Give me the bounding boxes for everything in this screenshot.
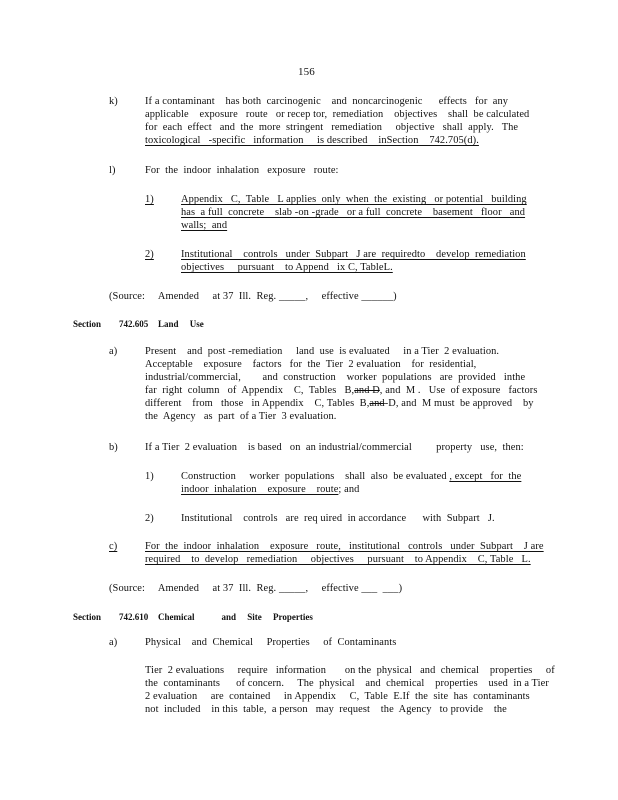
source-effective: , effective [305, 583, 359, 594]
paragraph-line: not included in this table, a person may request the Agency to provide the [145, 704, 507, 715]
item-a-heading: Physical and Chemical Properties of Contaminants [145, 637, 397, 648]
item-c-line: required to develop remediation objectives pursuant to Appendix C, Table L. [145, 554, 531, 565]
item-b1-text: ; and [338, 484, 360, 495]
item-k-line: for each effect and the more stringent remediation objective shall apply. The [145, 122, 519, 133]
deleted-text: and D [354, 385, 380, 396]
item-l-text: For the indoor inhalation exposure route: [145, 165, 339, 176]
item-b1-marker: 1) [145, 471, 154, 482]
effective-blank: ___ ___ [361, 583, 399, 594]
item-a-line-text: far right column of Appendix C, Tables B, [145, 385, 355, 396]
item-k-marker: k) [109, 96, 118, 107]
item-b1-line [181, 483, 359, 496]
paragraph-line: Tier 2 evaluations require information on the physical and chemical properties of [145, 665, 555, 676]
source-note [109, 290, 397, 303]
source-effective: , effective [305, 291, 359, 302]
section-title: Chemical and Site Properties [158, 612, 313, 622]
item-l1-line: has a full concrete slab -on -grade or a full concrete basement floor and [181, 207, 526, 218]
item-b1-text: Construction worker populations shall also be evaluated [181, 471, 447, 482]
item-a-line: Present and post -remediation land use is evaluated in a Tier 2 evaluation. [145, 346, 500, 357]
register-blank: _____ [278, 583, 306, 594]
item-a-line [145, 384, 538, 397]
item-k-line: applicable exposure route or recep tor, remediation objectives shall be calculated [145, 109, 530, 120]
item-a-line-text: different from those in Appendix C, Tables B, [145, 398, 370, 409]
source-note [109, 582, 402, 595]
item-l2-line: objectives pursuant to Append ix C, TableL. [181, 262, 393, 273]
section-number: Section 742.610 [73, 612, 149, 622]
item-a-marker: a) [109, 637, 118, 648]
item-a-line [145, 397, 534, 410]
effective-blank: ______ [361, 291, 394, 302]
item-b2-text: Institutional controls are req uired in accordance with Subpart J. [181, 513, 495, 524]
item-l1-line: walls; and [181, 220, 228, 231]
item-a-line-text: -D, and M must be approved by [384, 398, 534, 409]
source-text: (Source: Amended at 37 Ill. Reg. [109, 583, 277, 594]
item-a-line-text: , and M . Use of exposure factors [379, 385, 538, 396]
paragraph-line: 2 evaluation are contained in Appendix C, Table E.If the site has contaminants [145, 691, 530, 702]
item-a-line: the Agency as part of a Tier 3 evaluation. [145, 411, 337, 422]
item-a-marker: a) [109, 346, 118, 357]
deleted-text: and [369, 398, 385, 409]
item-l2-line: Institutional controls under Subpart J are requiredto develop remediation [181, 249, 526, 260]
inserted-text: indoor inhalation exposure route [181, 484, 339, 495]
item-b-marker: b) [109, 442, 118, 453]
item-l-marker: l) [109, 165, 116, 176]
item-b2-marker: 2) [145, 513, 154, 524]
item-l2-marker: 2) [145, 249, 154, 260]
source-text: (Source: Amended at 37 Ill. Reg. [109, 291, 277, 302]
item-b-text: If a Tier 2 evaluation is based on an industrial/commercial property use, then: [145, 442, 524, 453]
source-close: ) [398, 583, 403, 594]
page-number: 156 [298, 66, 315, 78]
paragraph-line: the contaminants of concern. The physical and chemical properties used in a Tier [145, 678, 549, 689]
item-c-marker: c) [109, 541, 118, 552]
register-blank: _____ [278, 291, 306, 302]
item-k-line: If a contaminant has both carcinogenic and noncarcinogenic effects for any [145, 96, 509, 107]
item-c-line: For the indoor inhalation exposure route, institutional controls under Subpart J are [145, 541, 544, 552]
section-number: Section 742.605 [73, 319, 149, 329]
source-close: ) [393, 291, 397, 302]
item-k-line-underlined: toxicological -specific information is described inSection 742.705(d). [145, 135, 479, 146]
section-title: Land Use [158, 319, 204, 329]
item-a-line: Acceptable exposure factors for the Tier 2 evaluation for residential, [145, 359, 477, 370]
item-b1-line [181, 470, 521, 483]
item-a-line: industrial/commercial, and construction worker populations are provided inthe [145, 372, 526, 383]
inserted-text: , except for the [449, 471, 522, 482]
item-l1-line: Appendix C, Table L applies only when the existing or potential building [181, 194, 527, 205]
item-l1-marker: 1) [145, 194, 154, 205]
